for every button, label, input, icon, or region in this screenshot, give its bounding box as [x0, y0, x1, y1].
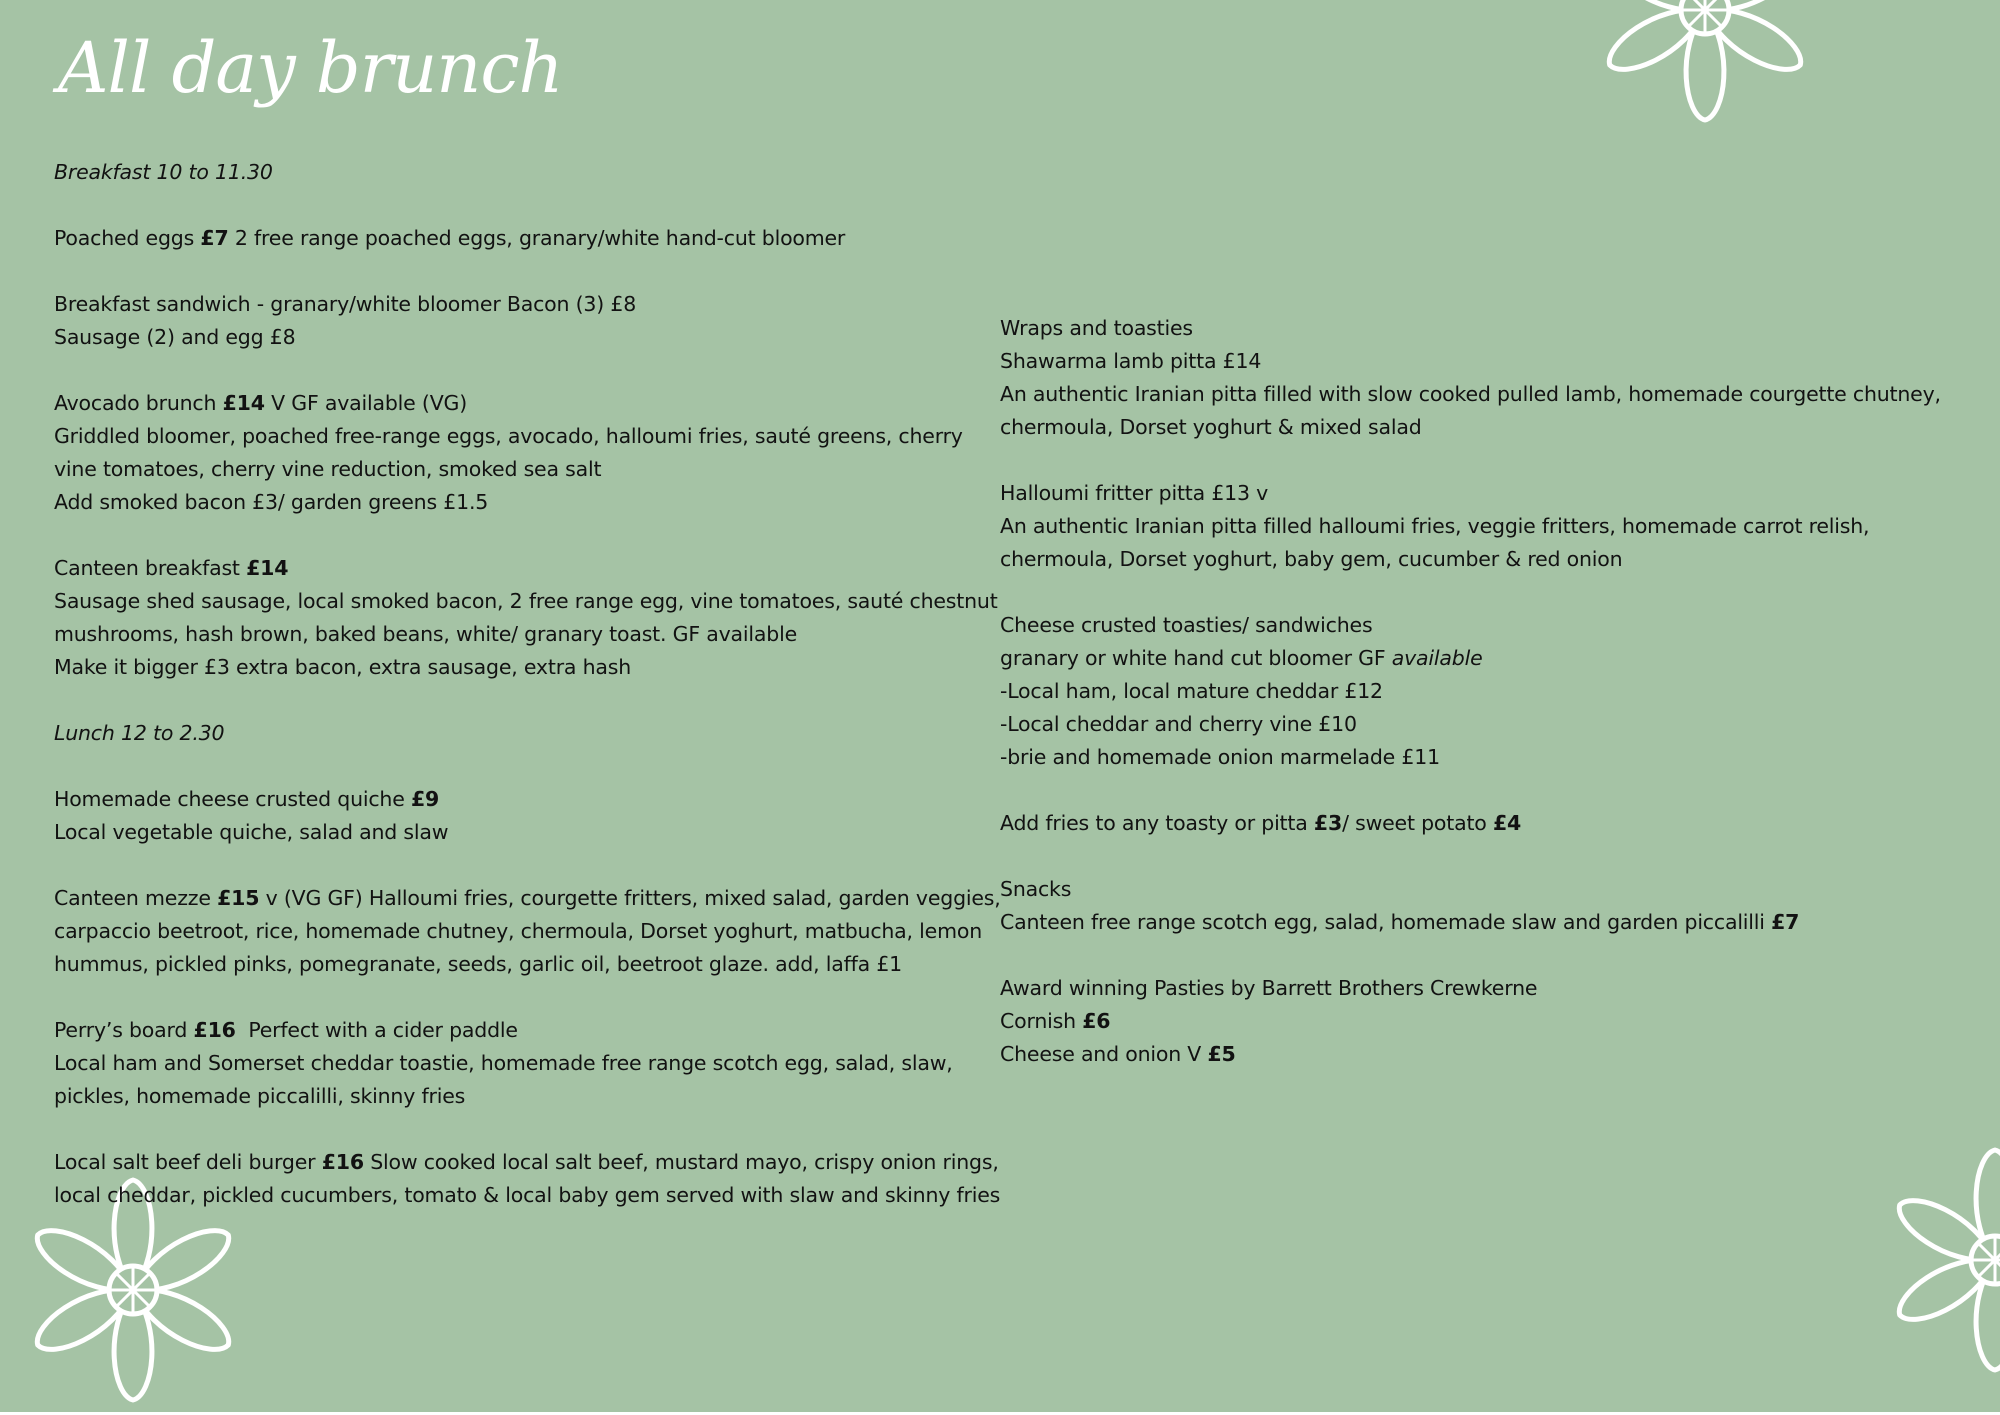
item-price: £7 — [1771, 910, 1800, 934]
toastie-item: -brie and homemade onion marmelade £11 — [1000, 745, 1440, 769]
toasties-bread-line — [1000, 642, 1960, 675]
item-price: £16 — [321, 1150, 364, 1174]
mezze-line — [54, 882, 1002, 981]
toasties-section — [1000, 609, 1960, 774]
fries-line — [1000, 807, 1960, 840]
cornish-line — [1000, 1005, 1960, 1038]
menu-item-salt-beef-burger — [54, 1146, 1002, 1212]
item-name: Cheese and onion V — [1000, 1042, 1208, 1066]
halloumi-pitta-desc: An authentic Iranian pitta filled halloumi fries, veggie fritters, homemade carrot relish, chermoula, Dorset yoghurt, baby gem, cucumber & red onion — [1000, 514, 1870, 571]
shawarma-title: Shawarma lamb pitta £14 — [1000, 349, 1262, 373]
breakfast-heading: Breakfast 10 to 11.30 — [54, 160, 273, 184]
item-addon: Make it bigger £3 extra bacon, extra sausage, extra hash — [54, 655, 632, 679]
right-column — [1000, 312, 1960, 1104]
fries-price: £3 — [1313, 811, 1343, 835]
menu-title: All day brunch — [58, 27, 563, 109]
fries-middle: / sweet potato — [1342, 811, 1493, 835]
menu-item-breakfast-sandwich — [54, 288, 1002, 354]
item-desc: Sausage shed sausage, local smoked bacon, 2 free range egg, vine tomatoes, sauté chestnut mushrooms, hash brown, baked beans, white/ granary toast. GF available — [54, 589, 998, 646]
menu-item-canteen-mezze — [54, 882, 1002, 981]
item-addon: Add smoked bacon £3/ garden greens £1.5 — [54, 490, 489, 514]
poached-eggs-line — [54, 222, 1002, 255]
item-price: £15 — [217, 886, 260, 910]
item-desc: Local ham and Somerset cheddar toastie, homemade free range scotch egg, salad, slaw, pickles, homemade piccalilli, skinny fries — [54, 1051, 953, 1108]
halloumi-pitta-title: Halloumi fritter pitta £13 v — [1000, 481, 1269, 505]
cheese-onion-line — [1000, 1038, 1960, 1071]
item-price: £14 — [246, 556, 289, 580]
item-price: £6 — [1082, 1009, 1111, 1033]
item-desc: 2 free range poached eggs, granary/white hand-cut bloomer — [228, 226, 846, 250]
fries-addon — [1000, 807, 1960, 840]
breakfast-sandwich-line2: Sausage (2) and egg £8 — [54, 325, 296, 349]
menu-item-canteen-breakfast — [54, 552, 1002, 684]
lunch-section-heading — [54, 717, 1002, 750]
item-price: £14 — [222, 391, 265, 415]
item-price: £5 — [1207, 1042, 1236, 1066]
flower-icon — [1570, 0, 1840, 130]
bread-text: granary or white hand cut bloomer GF — [1000, 646, 1392, 670]
item-price: £7 — [200, 226, 229, 250]
item-name: Canteen breakfast — [54, 556, 247, 580]
wraps-section — [1000, 312, 1960, 444]
item-price: £16 — [193, 1018, 236, 1042]
sweet-potato-price: £4 — [1492, 811, 1522, 835]
item-suffix: V GF available (VG) — [264, 391, 468, 415]
menu-item-halloumi-pitta — [1000, 477, 1960, 576]
breakfast-section-heading — [54, 156, 1002, 189]
quiche-title — [54, 783, 1002, 816]
canteen-breakfast-title — [54, 552, 1002, 585]
snacks-section — [1000, 873, 1960, 939]
toastie-item: -Local ham, local mature cheddar £12 — [1000, 679, 1383, 703]
item-name: Cornish — [1000, 1009, 1083, 1033]
wraps-heading: Wraps and toasties — [1000, 316, 1193, 340]
breakfast-sandwich-line1: Breakfast sandwich - granary/white bloomer Bacon (3) £8 — [54, 292, 637, 316]
menu-item-perrys-board — [54, 1014, 1002, 1113]
left-column — [54, 156, 1002, 1245]
avocado-brunch-title — [54, 387, 1002, 420]
toasties-heading: Cheese crusted toasties/ sandwiches — [1000, 613, 1373, 637]
item-desc: Canteen free range scotch egg, salad, homemade slaw and garden piccalilli — [1000, 910, 1772, 934]
pasties-section — [1000, 972, 1960, 1071]
item-name: Poached eggs — [54, 226, 201, 250]
perrys-board-title — [54, 1014, 1002, 1047]
item-name: Avocado brunch — [54, 391, 223, 415]
item-desc: Slow cooked local salt beef, mustard mayo, crispy onion rings, local cheddar, pickled cucumbers, tomato & local baby gem served with slaw and skinny fries — [54, 1150, 1001, 1207]
item-name: Local salt beef deli burger — [54, 1150, 322, 1174]
item-desc: Griddled bloomer, poached free-range eggs, avocado, halloumi fries, sauté greens, cherry vine tomatoes, cherry vine reduction, smoked sea salt — [54, 424, 963, 481]
item-name: Homemade cheese crusted quiche — [54, 787, 411, 811]
toastie-item: -Local cheddar and cherry vine £10 — [1000, 712, 1357, 736]
menu-item-avocado-brunch — [54, 387, 1002, 519]
item-name: Perry’s board — [54, 1018, 194, 1042]
lunch-heading: Lunch 12 to 2.30 — [54, 721, 225, 745]
snacks-line — [1000, 906, 1960, 939]
menu-item-quiche — [54, 783, 1002, 849]
pasties-heading: Award winning Pasties by Barrett Brothers Crewkerne — [1000, 976, 1538, 1000]
item-suffix: Perfect with a cider paddle — [235, 1018, 518, 1042]
salt-beef-burger-line — [54, 1146, 1002, 1212]
fries-prefix: Add fries to any toasty or pitta — [1000, 811, 1314, 835]
menu-item-poached-eggs — [54, 222, 1002, 255]
bread-available: available — [1391, 646, 1483, 670]
item-desc: Local vegetable quiche, salad and slaw — [54, 820, 449, 844]
item-price: £9 — [410, 787, 440, 811]
shawarma-desc: An authentic Iranian pitta filled with slow cooked pulled lamb, homemade courgette chutney, chermoula, Dorset yoghurt & mixed salad — [1000, 382, 1941, 439]
item-name: Canteen mezze — [54, 886, 218, 910]
item-desc: v (VG GF) Halloumi fries, courgette fritters, mixed salad, garden veggies, carpaccio beetroot, rice, homemade chutney, chermoula, Dorset yoghurt, matbucha, lemon hummus, pickled pinks, pomegranate, seeds, garlic oil, beetroot glaze. add, laffa £1 — [54, 886, 1001, 976]
snacks-heading: Snacks — [1000, 877, 1072, 901]
flower-icon — [1860, 1140, 2000, 1380]
